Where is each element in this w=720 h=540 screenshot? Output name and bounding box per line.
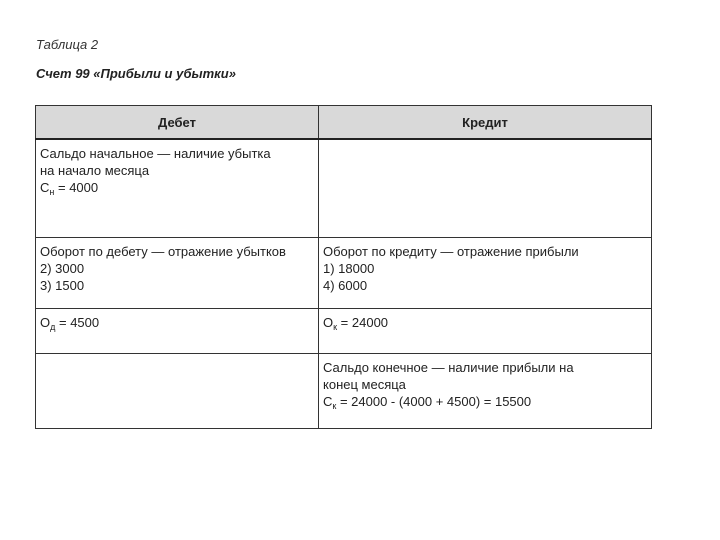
credit-total-formula — [323, 314, 647, 331]
debit-total-symbol: О — [40, 315, 51, 331]
closing-balance-description-line2: конец месяца — [323, 376, 406, 392]
debit-turnover-cell — [36, 238, 319, 309]
closing-balance-symbol: С — [323, 393, 333, 409]
turnover-row — [36, 238, 652, 309]
account-title: Счет 99 «Прибыли и убытки» — [36, 66, 236, 81]
opening-balance-formula — [40, 179, 314, 196]
debit-header: Дебет — [36, 106, 319, 140]
opening-balance-value: = 4000 — [54, 180, 99, 195]
credit-total-value: = 24000 — [337, 315, 389, 331]
account-table — [35, 105, 652, 429]
opening-balance-cell — [36, 139, 319, 238]
credit-entry: 4) 6000 — [323, 278, 368, 294]
closing-balance-cell — [319, 353, 652, 428]
debit-turnover-title: Оборот по дебету — отражение убытков — [40, 244, 286, 260]
header-row — [36, 106, 652, 140]
credit-turnover-cell — [319, 238, 652, 309]
debit-total-subscript: д — [50, 322, 56, 333]
debit-entry: 2) 3000 — [40, 261, 85, 277]
credit-header: Кредит — [319, 106, 652, 140]
table-caption: Таблица 2 — [36, 37, 99, 52]
opening-balance-row — [36, 139, 652, 238]
credit-total-cell — [319, 309, 652, 353]
closing-balance-description-line1: Сальдо конечное — наличие прибыли на — [323, 359, 574, 375]
debit-total-cell — [36, 309, 319, 353]
closing-balance-value: = 24000 - (4000 + 4500) = 15500 — [336, 393, 532, 409]
opening-credit-empty-cell — [319, 139, 652, 238]
debit-total-value: = 4500 — [55, 315, 100, 331]
opening-balance-subscript: н — [49, 187, 55, 197]
debit-total-formula — [40, 314, 314, 331]
credit-turnover-title: Оборот по кредиту — отражение прибыли — [323, 244, 579, 260]
opening-balance-symbol: С — [40, 180, 50, 195]
opening-balance-description-line2: на начало месяца — [40, 163, 150, 178]
opening-balance-description-line1: Сальдо начальное — наличие убытка — [40, 146, 271, 161]
credit-total-subscript: к — [333, 322, 338, 333]
closing-balance-formula — [323, 393, 647, 410]
credit-total-symbol: О — [323, 315, 334, 331]
debit-entry: 3) 1500 — [40, 278, 85, 294]
closing-balance-row — [36, 353, 652, 428]
credit-entry: 1) 18000 — [323, 261, 375, 277]
turnover-totals-row — [36, 309, 652, 353]
closing-balance-subscript: к — [332, 400, 337, 411]
closing-debit-empty-cell — [36, 353, 319, 428]
